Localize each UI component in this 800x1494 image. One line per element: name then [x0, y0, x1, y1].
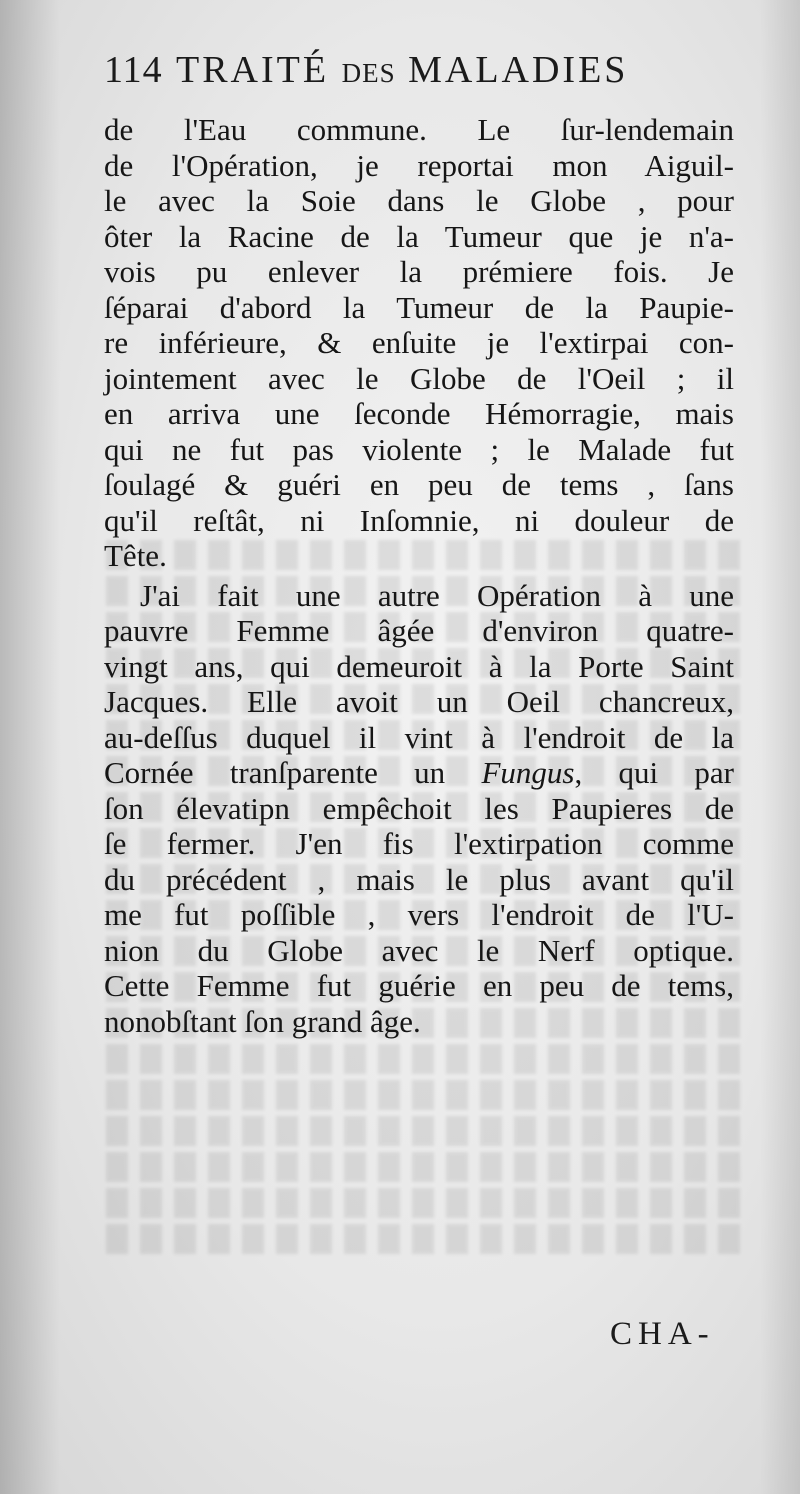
text-line: en arriva une ſeconde Hémorragie, mais: [104, 396, 734, 431]
text-line: re inférieure, & enſuite je l'extirpai con-: [104, 325, 734, 360]
paragraph-1: [104, 112, 734, 574]
text-line: Jacques. Elle avoit un Oeil chancreux,: [104, 684, 734, 719]
text-line: le avec la Soie dans le Globe , pour: [104, 183, 734, 218]
text-line: vingt ans, qui demeuroit à la Porte Saint: [104, 648, 734, 684]
text-line: de l'Eau commune. Le ſur-lendemain: [104, 112, 734, 147]
page-number: 114: [104, 49, 163, 91]
text-line: Cette Femme fut guérie en peu de tems,: [104, 968, 734, 1003]
text-line: qu'il reſtât, ni Inſomnie, ni douleur de: [104, 502, 734, 538]
italic-term: Fungus: [481, 755, 575, 790]
text-line: Tête.: [104, 538, 167, 573]
text-line: Cornée tranſparente un Fungus, qui par: [104, 755, 734, 790]
text-line: ôter la Racine de la Tumeur que je n'a-: [104, 218, 734, 254]
text-line: me fut poſſible , vers l'endroit de l'U-: [104, 897, 734, 932]
text-line: jointement avec le Globe de l'Oeil ; il: [104, 360, 734, 396]
text-line: au-deſſus duquel il vint à l'endroit de la: [104, 719, 734, 755]
text-line: qui ne fut pas violente ; le Malade fut: [104, 431, 734, 467]
text-line: pauvre Femme âgée d'environ quatre-: [104, 613, 734, 648]
paragraph-2: [104, 578, 734, 1040]
running-title-part-3: MALADIES: [408, 49, 629, 91]
text-line: de l'Opération, je reportai mon Aiguil-: [104, 147, 734, 183]
text-line: ſon élevatipn empêchoit les Paupieres de: [104, 790, 734, 826]
body-text: [104, 112, 734, 1039]
text-line: ſe fermer. J'en fis l'extirpation comme: [104, 826, 734, 861]
text-line: ſoulagé & guéri en peu de tems , ſans: [104, 467, 734, 502]
catchword: CHA-: [610, 1316, 715, 1352]
running-title-part-2: DES: [341, 58, 396, 88]
running-title-part-1: TRAITE: [176, 49, 330, 91]
running-title: TRAITÉ DES MALADIES: [176, 49, 629, 91]
text-line: ſéparai d'abord la Tumeur de la Paupie-: [104, 289, 734, 325]
text-line: J'ai fait une autre Opération à une: [140, 577, 734, 613]
page-edge-shadow: [760, 0, 800, 1494]
gutter-shadow: [0, 0, 60, 1494]
text-line: nion du Globe avec le Nerf optique.: [104, 932, 734, 968]
text-line: nonobſtant ſon grand âge.: [104, 1003, 421, 1039]
text-line: vois pu enlever la prémiere fois. Je: [104, 254, 734, 289]
running-head: [104, 42, 704, 98]
text-line: du précédent , mais le plus avant qu'il: [104, 861, 734, 897]
